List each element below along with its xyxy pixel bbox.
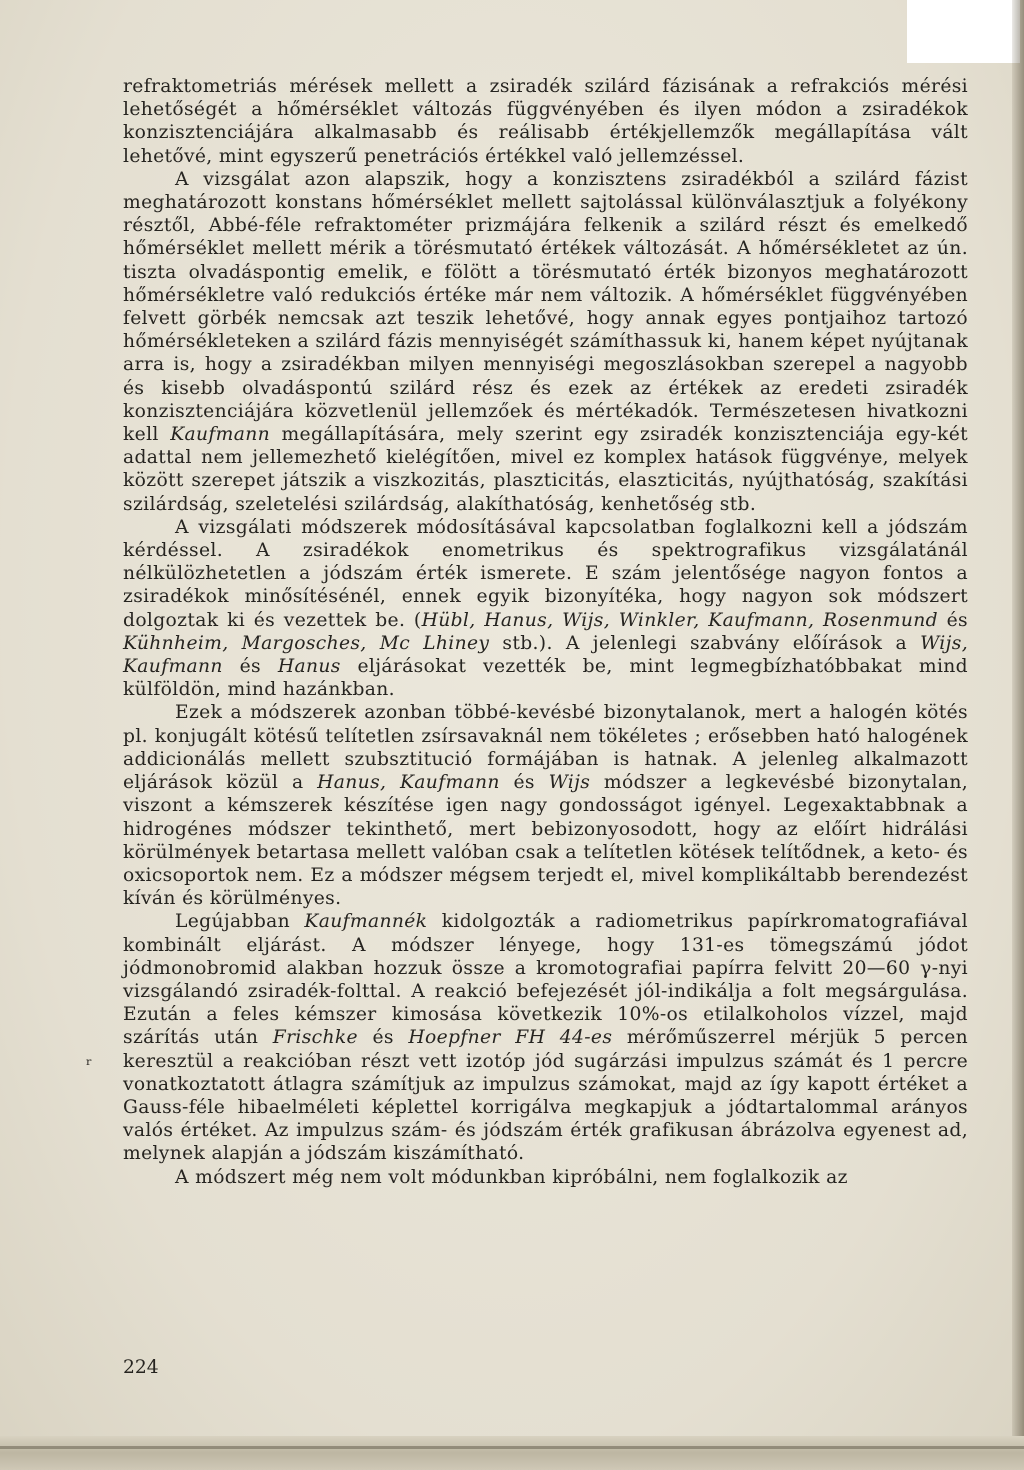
italic-name: Hanus: [277, 656, 341, 678]
text-run: eljárásokat vezették be, mint legmegbízhatóbbakat mind külföldön, mind hazánkban.: [123, 656, 968, 701]
body-text: [123, 75, 968, 1189]
page-edge-bottom: [0, 1436, 1024, 1470]
italic-name: Wijs, Kaufmann: [123, 632, 968, 678]
paragraph: [123, 1166, 968, 1189]
text-run: kidolgozták a radiometrikus papírkromatografiával kombinált eljárást. A módszer lényege, hogy 131-es tömegszámú jódot jódmonobromid alakban hozzuk össze a kromotografiai papírra felvitt 20—60 γ-nyi vizsgálandó zsiradék-folttal. A reakció befejezését jól-indikálja a folt megsárgulása. Ezután a feles kémszer kimosása következik 10%-os etilalkoholos vízzel, majd szárítás után: [123, 911, 968, 1049]
text-run: Ezek a módszerek azonban többé-kevésbé bizonytalanok, mert a halogén kötés pl. konjugált kötésű telítetlen zsírsavaknál nem tökéletes ; erősebben ható halogének addicionálás mellett szubsztitució formájában is hatnak. A jelenleg alkalmazott eljárások közül a: [123, 702, 968, 794]
italic-name: Hoepfner FH 44-es: [408, 1027, 613, 1049]
italic-name: Frischke: [272, 1027, 358, 1049]
italic-name: Kühnheim, Margosches, Mc Lhiney: [123, 632, 490, 654]
text-run: és: [499, 772, 549, 794]
text-run: és: [937, 609, 968, 631]
paragraph: [123, 516, 968, 702]
text-run: és: [357, 1027, 409, 1049]
text-run: refraktometriás mérések mellett a zsiradék szilárd fázisának a refrakciós mérési lehetőségét a hőmérséklet változás függvényében és ilyen módon a zsiradékok konzisztenciájára alkalmasabb és reálisabb értékjellemzők megállapítása vált lehetővé, mint egyszerű penetrációs értékkel való jellemzéssel.: [123, 76, 968, 167]
page-edge-right: [1012, 0, 1024, 1470]
text-run: A módszert még nem volt módunkban kipróbálni, nem foglalkozik az: [175, 1166, 848, 1188]
scan-white-corner: [907, 0, 1020, 63]
italic-name: Wijs: [548, 772, 591, 794]
italic-name: Kaufmannék: [304, 911, 428, 933]
text-run: A vizsgálati módszerek módosításával kapcsolatban foglalkozni kell a jódszám kérdéssel. A zsiradékok enometrikus és spektrografikus vizsgálatánál nélkülözhetetlen a jódszám érték ismerete. E szám jelentősége nagyon fontos a zsiradékok minősítésénél, ennek egyik bizonyítéka, hogy nagyon sok módszert dolgoztak ki és vezettek be. (: [123, 516, 968, 631]
text-run: módszer a legkevésbé bizonytalan, viszont a kémszerek készítése igen nagy gondosságot igényel. Legexaktabbnak a hidrogénes módszer tekinthető, mert bebizonyosodott, hogy az előírt hidrálási körülmények betartasa mellett valóban csak a telítetlen kötések telítődnek, a keto- és oxicsoportok nem. Ez a módszer mégsem terjedt el, mivel komplikáltabb berendezést kíván és körülményes.: [123, 772, 969, 910]
text-run: stb.). A jelenlegi szabvány előírások a: [489, 632, 921, 654]
text-run: mérőműszerrel mérjük 5 percen keresztül a reakcióban részt vett izotóp jód sugárzási impulzus számát és 1 percre vonatkoztatott átlagra számítjuk az impulzus számokat, majd az így kapott értéket a Gauss-féle hibaelméleti képlettel korrigálva megkapjuk a jódtartalommal arányos valós értéket. Az impulzus szám- és jódszám érték grafikusan ábrázolva egyenest ad, melynek alapján a jódszám kiszámítható.: [123, 1027, 968, 1165]
text-run: és: [222, 656, 278, 678]
paragraph: [123, 75, 968, 168]
paragraph: [123, 168, 968, 516]
page-number: 224: [123, 1357, 159, 1378]
paragraph: [123, 701, 968, 910]
italic-name: Hübl, Hanus, Wijs, Winkler, Kaufmann, Rosenmund: [421, 609, 938, 631]
paragraph: [123, 910, 968, 1165]
text-run: megállapítására, mely szerint egy zsiradék konzisztenciája egy-két adattal nem jellemezhető kielégítően, mivel ez komplex hatások függvénye, melyek között szerepet játszik a viszkozitás, plaszticitás, elaszticitás, nyújthatóság, szakítási szilárdság, szeletelési szilárdság, alakíthatóság, kenhetőség stb.: [123, 424, 968, 515]
text-run: Legújabban: [175, 911, 305, 933]
italic-name: Kaufmann: [170, 424, 270, 446]
text-run: A vizsgálat azon alapszik, hogy a konzisztens zsiradékból a szilárd fázist meghatározott konstans hőmérséklet mellett sajtolással különválasztjuk a folyékony résztől, Abbé-féle refraktométer prizmájára felkenik a szilárd részt és emelkedő hőmérséklet mellett mérik a törésmutató értékek változását. A hőmérsékletet az ún. tiszta olvadáspontig emelik, e fölött a törésmutató érték bizonyos meghatározott hőmérsékletre való redukciós értéke már nem változik. A hőmérséklet függvényében felvett görbék nemcsak azt teszik lehetővé, hogy annak egyes pontjaihoz tartozó hőmérsékleteken a szilárd fázis mennyiségét számíthassuk ki, hanem képet nyújtanak arra is, hogy a zsiradékban milyen mennyiségi megoszlásokban szerepel a nagyobb és kisebb olvadáspontú szilárd rész és ezek az értékek az eredeti zsiradék konzisztenciájára közvetlenül jellemzőek és mértékadók. Természetesen hivatkozni kell: [123, 168, 968, 446]
italic-name: Hanus, Kaufmann: [317, 772, 500, 794]
margin-pencil-mark: ʳ: [86, 1055, 93, 1076]
